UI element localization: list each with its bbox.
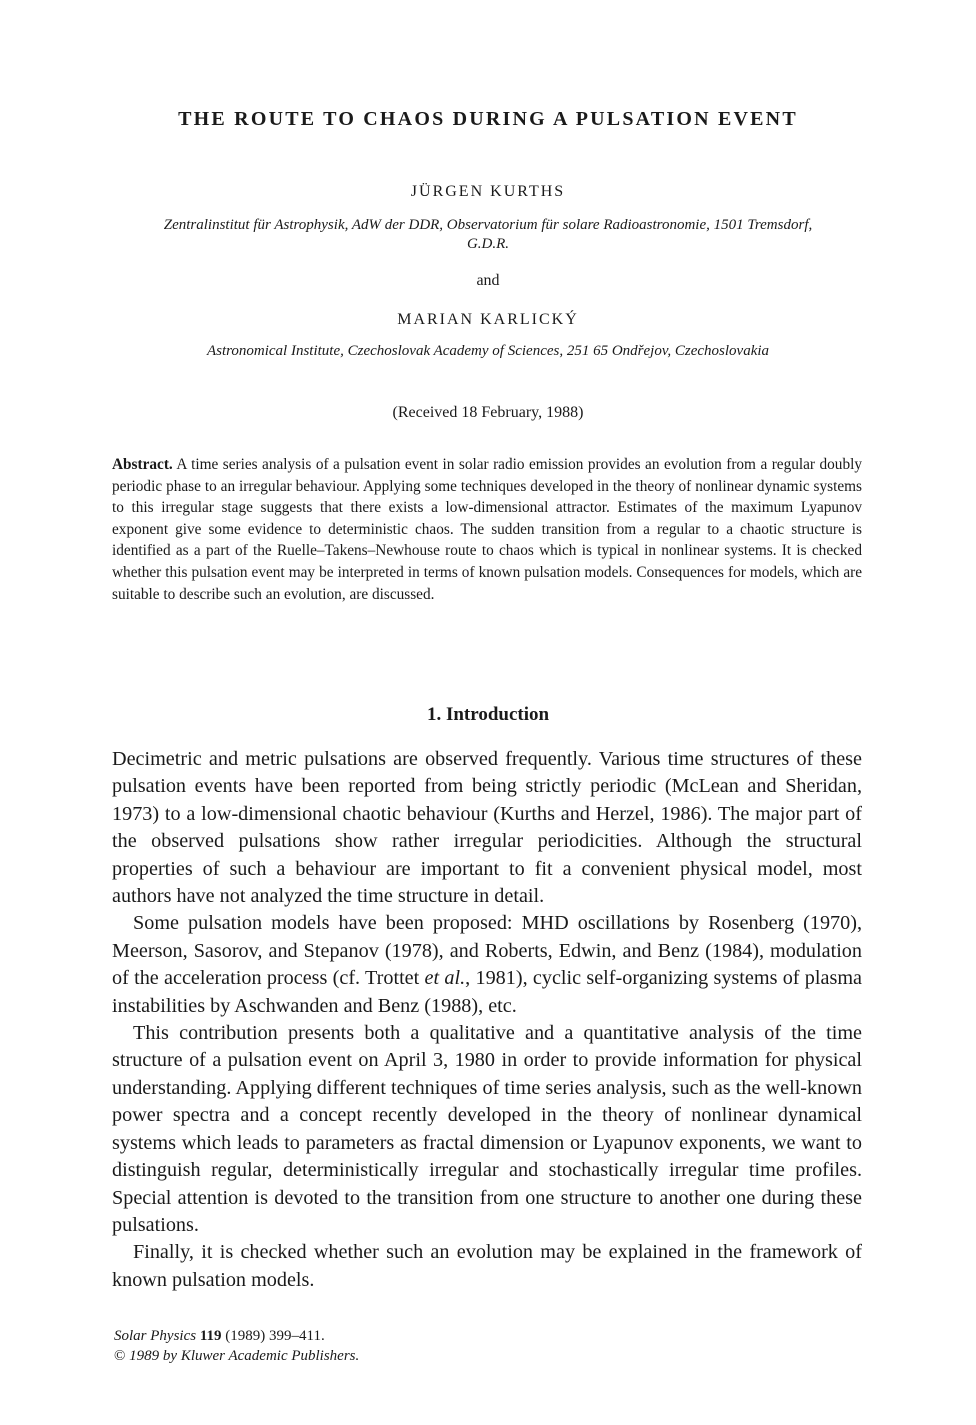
section-heading-introduction: 1. Introduction: [426, 704, 550, 725]
introduction-body: [112, 746, 862, 1294]
copyright-line: [114, 1346, 359, 1366]
abstract: [112, 454, 862, 605]
affiliation-1-line-1: Zentralinstitut für Astrophysik, AdW der DDR, Observatorium für solare Radioastronomie, 1501 Tremsdorf,: [163, 217, 813, 233]
abstract-label: Abstract.: [112, 456, 173, 473]
affiliation-1-line-2: G.D.R.: [466, 236, 510, 252]
intro-paragraph-3: This contribution presents both a qualitative and a quantitative analysis of the time structure of a pulsation event on April 3, 1980 in order to provide information for physical understanding. Applying different techniques of time series analysis, such as the well-known power spectra and a concept recently developed in the theory of nonlinear dynamical systems which leads to parameters as fractal dimension or Lyapunov exponents, we want to distinguish regular, deterministically irregular and stochastically irregular time profiles. Special attention is devoted to the transition from one structure to another one during these pulsations.: [112, 1022, 862, 1236]
journal-name: Solar Physics: [114, 1328, 197, 1344]
intro-paragraph-2-tail: , 1981), cyclic self-organizing systems of plasma instabilities by Aschwanden and Benz (1988), etc.: [112, 967, 862, 1017]
copyright-symbol: ©: [114, 1348, 126, 1364]
page-footer: [114, 1326, 359, 1366]
received-date: (Received 18 February, 1988): [392, 404, 584, 421]
journal-volume: 119: [199, 1328, 222, 1344]
intro-paragraph-2: [112, 910, 862, 1020]
intro-paragraph-4: Finally, it is checked whether such an evolution may be explained in the framework of known pulsation models.: [112, 1241, 862, 1291]
author-affiliation-2: Astronomical Institute, Czechoslovak Academy of Sciences, 251 65 Ondřejov, Czechoslovakia: [206, 343, 770, 359]
author-affiliation-1: [112, 216, 864, 254]
journal-citation: [114, 1326, 359, 1346]
copyright-text: 1989 by Kluwer Academic Publishers.: [129, 1348, 360, 1364]
paper-title: THE ROUTE TO CHAOS DURING A PULSATION EVENT: [178, 108, 798, 130]
intro-paragraph-2-text: Some pulsation models have been proposed: MHD oscillations by Rosenberg (1970), Meerson, Sasorov, and Stepanov (1978), and Roberts, Edwin, and Benz (1984), modulation of the acceleration process (cf. Trottet: [112, 912, 862, 990]
intro-paragraph-2-italic: et al.: [424, 967, 466, 990]
abstract-text: A time series analysis of a pulsation event in solar radio emission provides an evolution from a regular doubly periodic phase to an irregular behaviour. Applying some techniques developed in the theory of nonlinear dynamic systems to this irregular stage suggests that there exists a low-dimensional attractor. Estimates of the maximum Lyapunov exponent give some evidence to deterministic chaos. The sudden transition from a regular to a chaotic structure is identified as a part of the Ruelle–Takens–Newhouse route to chaos which is typical in nonlinear systems. It is checked whether this pulsation event may be interpreted in terms of known pulsation models. Consequences for models, which are suitable to describe such an evolution, are discussed.: [112, 456, 862, 603]
author-name-1: JÜRGEN KURTHS: [410, 183, 566, 200]
author-name-2: MARIAN KARLICKÝ: [397, 311, 579, 328]
journal-pages: (1989) 399–411.: [225, 1328, 325, 1344]
intro-paragraph-1: Decimetric and metric pulsations are observed frequently. Various time structures of these pulsation events have been reported from being strictly periodic (McLean and Sheridan, 1973) to a low-dimensional chaotic behaviour (Kurths and Herzel, 1986). The major part of the observed pulsations show rather irregular periodicities. Although the structural properties of such a behaviour are important to fit a convenient physical model, most authors have not analyzed the time structure in detail.: [112, 748, 862, 908]
author-conjunction: and: [476, 272, 500, 289]
